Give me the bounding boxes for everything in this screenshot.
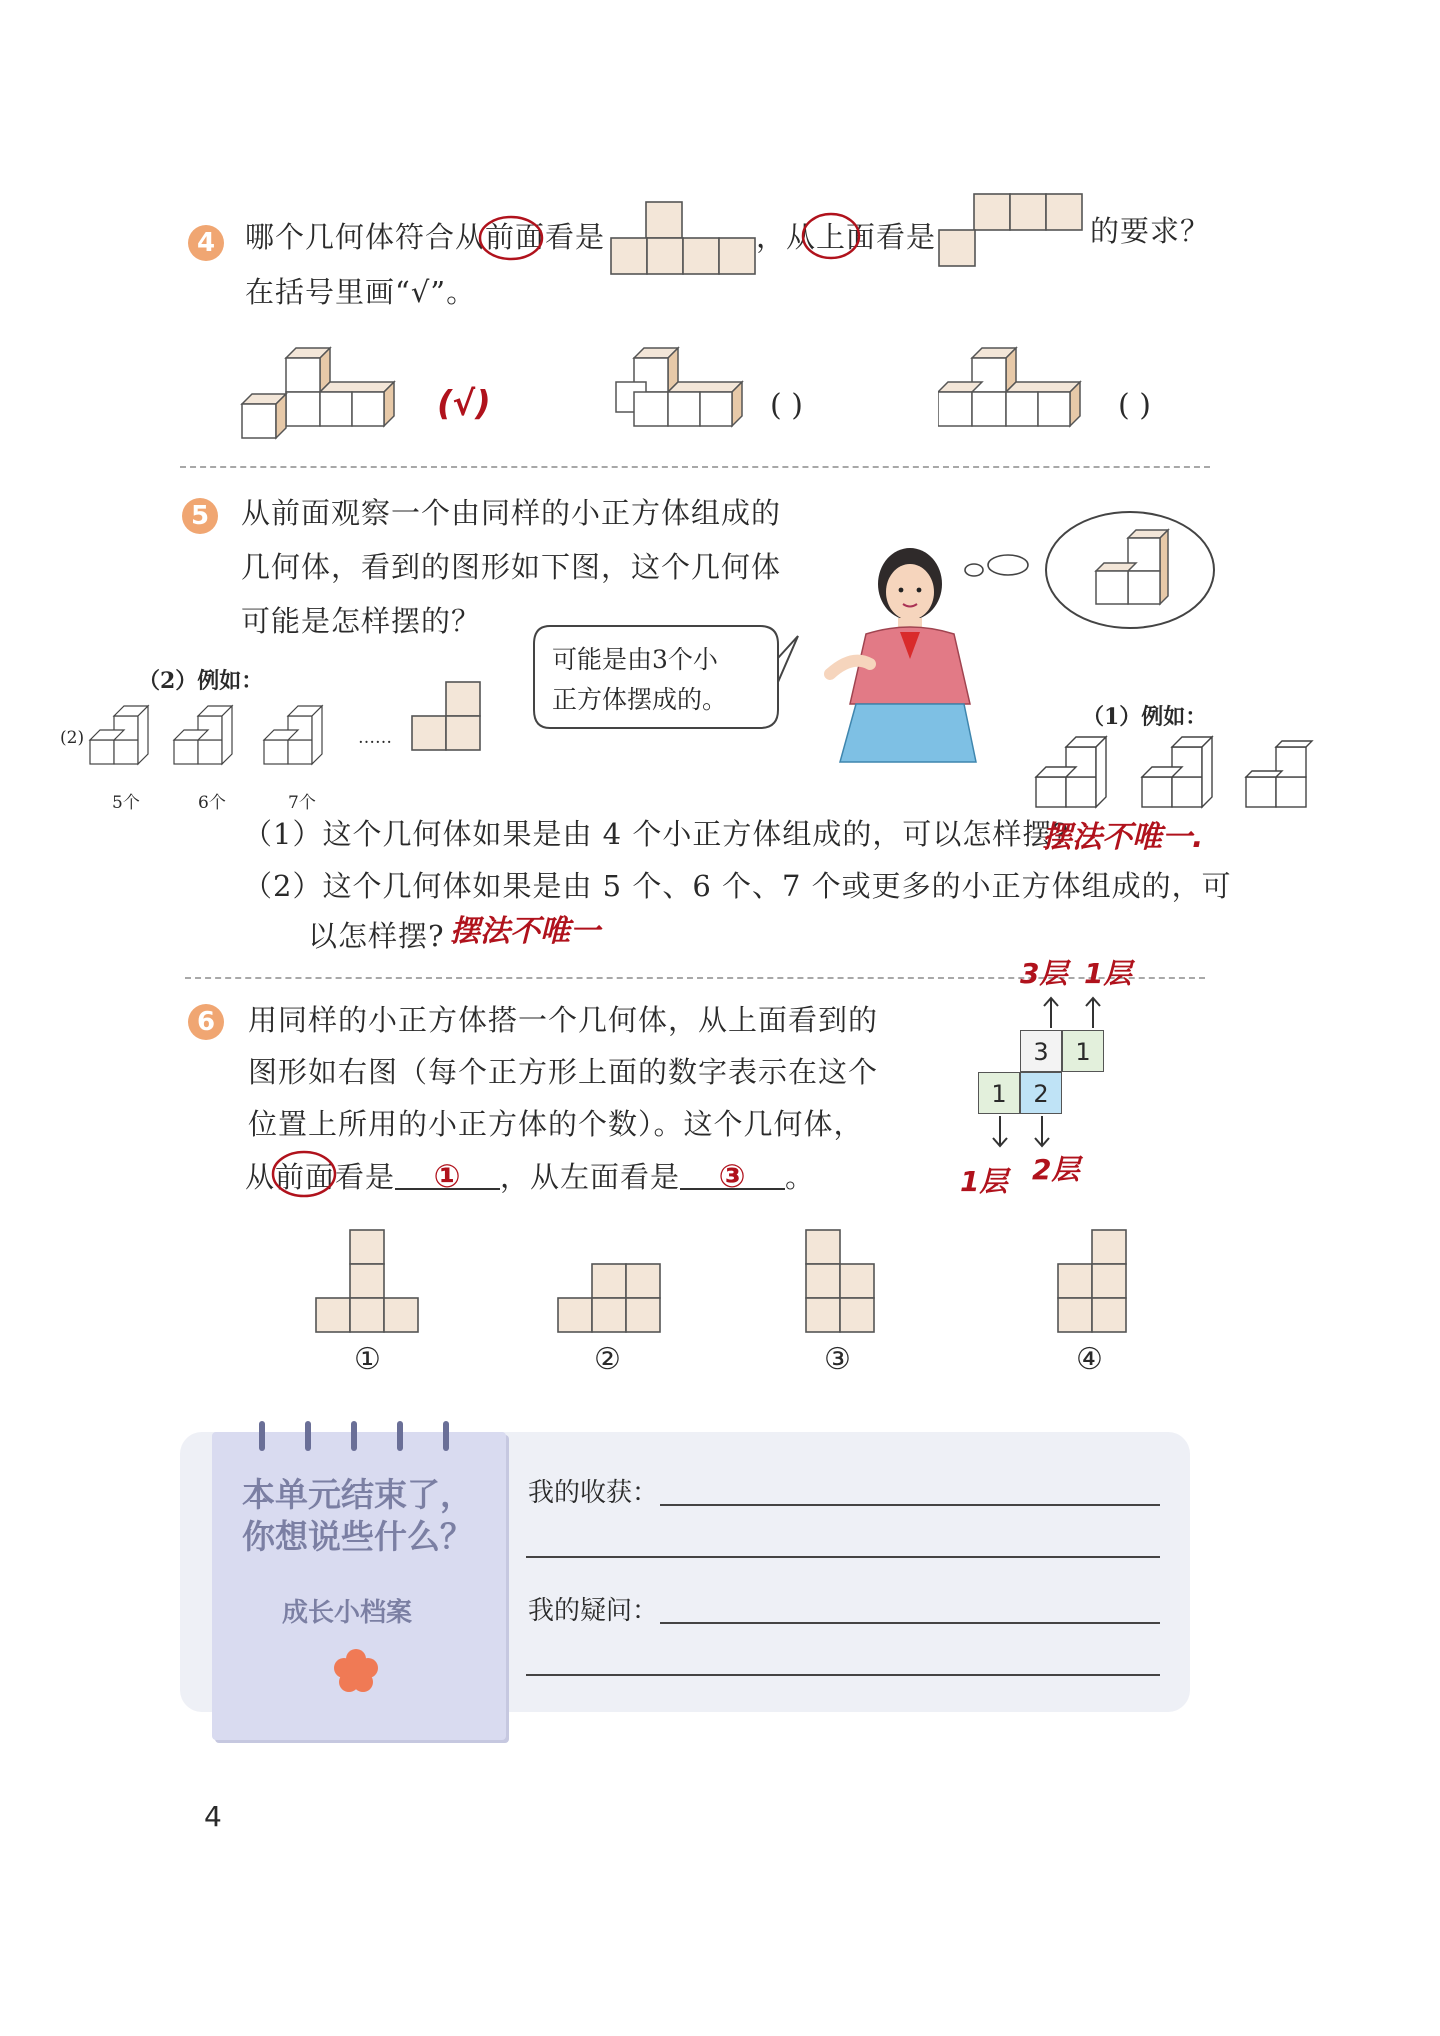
q6-line-2: 图形如右图（每个正方形上面的数字表示在这个 (248, 1055, 879, 1089)
card-question (242, 1474, 473, 1558)
card-question-line-2: 你想说些什么？ (242, 1517, 473, 1556)
question-4-badge: 4 (188, 225, 224, 261)
q6-hand-label-top-1: 3层 (1020, 957, 1068, 990)
q6-option-4-figure (1056, 1228, 1132, 1338)
example-2-side-mark: (2) (60, 728, 85, 748)
doubt-label: 我的疑问： (528, 1596, 659, 1626)
thought-bubble (960, 510, 1220, 635)
q5-sub2-handwritten-answer: 摆法不唯一 (450, 914, 600, 949)
q4-option-3-paren[interactable]: ( ) (1118, 388, 1151, 423)
example-1-label: （1）例如： (1082, 704, 1208, 730)
grid-cell-1-bottom: 1 (978, 1072, 1020, 1114)
gain-line-2[interactable] (526, 1556, 1160, 1558)
example-2-ellipsis: …… (358, 728, 392, 748)
example-1-solids (1030, 735, 1315, 815)
card-question-line-1: 本单元结束了， (242, 1475, 473, 1514)
q6-left-answer-blank[interactable] (680, 1150, 785, 1195)
doubt-line-2[interactable] (526, 1674, 1160, 1676)
q6-line-end: 。 (785, 1160, 816, 1194)
q4-front-view-figure (610, 200, 760, 276)
gain-label: 我的收获： (528, 1478, 659, 1508)
q4-circle-annotation-front (478, 213, 544, 263)
binder-rings (252, 1420, 472, 1452)
q6-option-4-label: ④ (1076, 1342, 1103, 1377)
q5-intro-line-3: 可能是怎样摆的？ (241, 604, 482, 638)
q6-front-answer-blank[interactable] (395, 1150, 500, 1195)
q6-line-1: 用同样的小正方体搭一个几何体，从上面看到的 (248, 1003, 879, 1037)
page-number: 4 (204, 1800, 222, 1833)
q4-top-view-figure (938, 192, 1088, 270)
q4-option-2-paren[interactable]: ( ) (770, 388, 803, 423)
q4-instruction: 在括号里画“√”。 (245, 275, 477, 309)
card-subtitle: 成长小档案 (282, 1598, 413, 1628)
grid-cell-2: 2 (1020, 1072, 1062, 1114)
q6-option-2-figure (556, 1262, 666, 1338)
q4-circle-annotation-top (800, 210, 862, 262)
q5-sub-question-2-line-2: 以怎样摆? (308, 919, 445, 953)
q6-front-prompt: 从前面看是 (245, 1160, 396, 1194)
grid-cell-3: 3 (1020, 1030, 1062, 1072)
q5-sub-question-1: （1）这个几何体如果是由 4 个小正方体组成的，可以怎样摆? (243, 817, 1069, 851)
example-2-solids (88, 700, 358, 780)
flower-icon (332, 1648, 380, 1694)
q5-sub1-handwritten-answer: 摆法不唯一. (1042, 820, 1204, 855)
q4-option-1-paren[interactable] (437, 384, 491, 424)
q4-text-part1: 哪个几何体符合从前面看是 (245, 220, 606, 254)
example-2-count-5: 5个 (112, 793, 140, 813)
q6-grid-arrows (990, 990, 1130, 1160)
q6-left-prompt: ，从左面看是 (500, 1160, 681, 1194)
example-2-count-6: 6个 (198, 793, 226, 813)
q4-text-part2: ，从上面看是 (756, 220, 937, 254)
gain-line-1[interactable] (660, 1504, 1160, 1506)
q6-circle-annotation-front (270, 1148, 338, 1200)
q6-line-3: 位置上所用的小正方体的个数）。这个几何体， (248, 1107, 864, 1141)
example-2-count-7: 7个 (288, 793, 316, 813)
speech-line-1: 可能是由3个小 (552, 645, 718, 674)
q4-option-1-mark: (√) (437, 384, 491, 424)
q4-text-part3: 的要求？ (1090, 214, 1211, 248)
q5-front-view-figure (410, 680, 484, 758)
question-5-badge: 5 (182, 498, 218, 534)
q6-option-1-figure (314, 1228, 424, 1338)
q6-hand-label-top-2: 1层 (1084, 957, 1132, 990)
grid-cell-1-top: 1 (1062, 1030, 1104, 1072)
q6-hand-label-bottom-1: 1层 (960, 1165, 1008, 1198)
q6-option-1-label: ① (354, 1342, 381, 1377)
q6-option-2-label: ② (594, 1342, 621, 1377)
doubt-line-1[interactable] (660, 1622, 1160, 1624)
speech-bubble-text (552, 640, 727, 720)
q4-option-1-solid (238, 346, 398, 442)
q6-option-3-figure (804, 1228, 880, 1338)
divider-1 (180, 466, 1210, 468)
example-2-label: （2）例如： (138, 668, 264, 694)
q5-intro-line-2: 几何体，看到的图形如下图，这个几何体 (241, 550, 782, 584)
q6-hand-label-bottom-2: 2层 (1032, 1153, 1080, 1186)
speech-line-2: 正方体摆成的。 (552, 685, 728, 714)
q6-front-answer: ① (433, 1157, 462, 1195)
q4-option-2-solid (608, 346, 758, 442)
q6-option-3-label: ③ (824, 1342, 851, 1377)
q6-left-answer: ③ (718, 1157, 747, 1195)
q5-intro-line-1: 从前面观察一个由同样的小正方体组成的 (241, 496, 782, 530)
q5-sub-question-2-line-1: （2）这个几何体如果是由 5 个、6 个、7 个或更多的小正方体组成的，可 (243, 869, 1232, 903)
question-6-badge: 6 (188, 1004, 224, 1040)
q4-option-3-solid (938, 346, 1088, 442)
